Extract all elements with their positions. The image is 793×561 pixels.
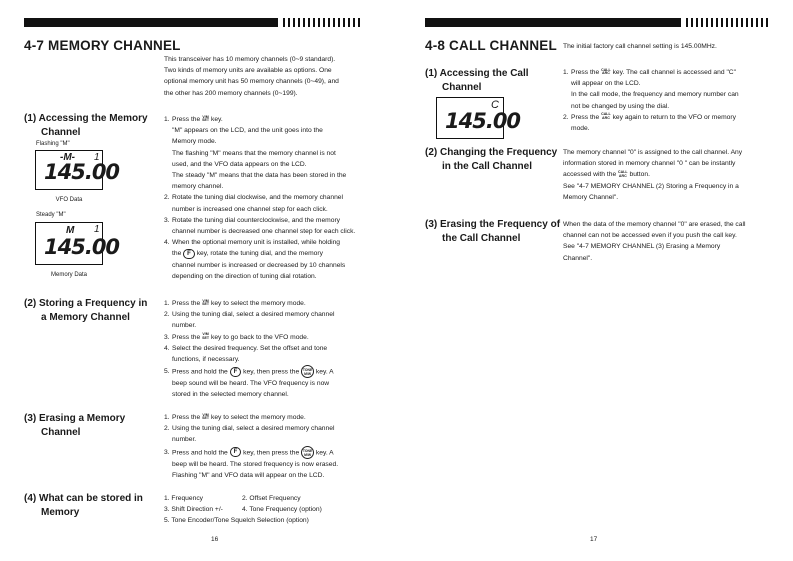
erasing-call-frequency-heading: (3) Erasing the Frequency of the Call Channel bbox=[425, 219, 561, 244]
what-stored-heading: (4) What can be stored in Memory bbox=[24, 493, 143, 518]
call-key-icon: CALL ARC bbox=[618, 170, 628, 178]
accessing-call-steps: 1.Press the CALL ARC key. The call channel is accessed and "C" will appear on the LCD. In the call mode, the frequency and memory number can not be changed by using the dial. 2.Press the CALL ARC key again to return to the VFO or memory mode. bbox=[563, 67, 739, 133]
left-header-bar bbox=[24, 18, 278, 27]
storing-frequency-steps: 1.Press the V/M SET key to select the memory mode. 2.Using the tuning dial, select a desired memory channel number. 3.Press the V/M SET key to go back to the VFO mode. 4.Select the desired frequency. Set the offset and tone functions, if necessary. 5.Press and hold the F key, then press the TONE M/W key. A beep sound will be heard. The VFO frequency is now stored in the selected memory channel. bbox=[164, 298, 335, 399]
vm-key-icon: V/M SET bbox=[202, 332, 210, 340]
call-key-icon: CALL ARC bbox=[601, 67, 611, 76]
what-stored-list: 1. Frequency 2. Offset Frequency 3. Shift Direction +/- 4. Tone Frequency (option) 5. Tone Encoder/Tone Squelch Selection (option) bbox=[164, 495, 322, 525]
lcd-m-flashing: -M- bbox=[60, 152, 75, 163]
lcd-channel-number: 1 bbox=[94, 152, 100, 163]
left-header-ticks bbox=[283, 18, 360, 27]
storing-frequency-heading: (2) Storing a Frequency in a Memory Channel bbox=[24, 298, 148, 323]
vm-key-icon: V/M SET bbox=[202, 114, 210, 123]
page-number-left: 16 bbox=[211, 536, 219, 543]
memory-intro: This transceiver has 10 memory channels (0~9 standard). Two kinds of memory units are available as options. One optional memory unit has 50 memory channels (0~49), and the other has 200 memory channels (0~199). bbox=[164, 56, 339, 97]
right-header-ticks bbox=[686, 18, 768, 27]
lcd-memory-caption: Memory Data bbox=[50, 272, 87, 278]
tone-mw-key-icon: TONE M/W bbox=[301, 365, 314, 378]
page-number-right: 17 bbox=[590, 536, 598, 543]
right-header-bar bbox=[425, 18, 681, 27]
accessing-memory-heading: (1) Accessing the Memory Channel bbox=[24, 113, 148, 138]
lcd-frequency: 145.00 bbox=[445, 109, 521, 133]
f-key-icon: F bbox=[183, 249, 195, 259]
lcd-call-channel bbox=[436, 97, 521, 139]
lcd-call-c: C bbox=[491, 99, 499, 111]
f-key-icon: F bbox=[230, 447, 242, 457]
vm-key-icon: V/M SET bbox=[202, 298, 210, 307]
erasing-memory-heading: (3) Erasing a Memory Channel bbox=[24, 413, 126, 438]
lcd-channel-number: 1 bbox=[94, 224, 100, 235]
tone-mw-key-icon: TONE M/W bbox=[301, 446, 314, 459]
changing-call-frequency-heading: (2) Changing the Frequency in the Call Channel bbox=[425, 147, 558, 172]
lcd-vfo-data bbox=[35, 150, 120, 190]
accessing-memory-steps: 1.Press the V/M SET key. "M" appears on the LCD, and the unit goes into the Memory mode. The flashing "M" means that the memory channel is not used, and the VFO data appears on the LCD. The steady "M" means that the data has been stored in the memory channel. 2.Rotate the tuning dial clockwise, and the memory channel number is increased one channel step for each click. 3.Rotate the tuning dial counterclockwise, and the memory channel number is decreased one channel step for each click. 4.When the optional memory unit is installed, while holding the F key, rotate the tuning dial, and the memory channel number is increased or decreased by 10 channels depending on the direction of tuning dial rotation. bbox=[164, 114, 356, 280]
erasing-call-frequency-text: When the data of the memory channel "0" are erased, the call channel can not be accessed even if you push the call key. See "4-7 MEMORY CHANNEL (3) Erasing a Memory Channel". bbox=[563, 221, 746, 262]
call-channel-intro: The initial factory call channel setting is 145.00MHz. bbox=[563, 43, 717, 50]
vm-key-icon: V/M SET bbox=[202, 412, 210, 421]
lcd-frequency: 145.00 bbox=[44, 235, 120, 259]
erasing-memory-steps: 1.Press the V/M SET key to select the memory mode. 2.Using the tuning dial, select a desired memory channel number. 3.Press and hold the F key, then press the TONE M/W key. A beep will be heard. The stored frequency is now erased. Flashing "M" and VFO data will appear on the LCD. bbox=[164, 412, 339, 479]
lcd-flashing-label: Flashing "M" bbox=[36, 141, 70, 147]
lcd-vfo-caption: VFO Data bbox=[55, 197, 83, 203]
call-key-icon: CALL ARC bbox=[601, 112, 611, 121]
lcd-steady-label: Steady "M" bbox=[36, 212, 66, 218]
changing-call-frequency-text: The memory channel "0" is assigned to the call channel. Any information stored in memory channel "0 " can be instantly accessed with the CALL ARC button. See "4-7 MEMORY CHANNEL (2) Storing a Frequency in a Memory Channel". bbox=[563, 149, 743, 201]
lcd-frequency: 145.00 bbox=[44, 160, 120, 184]
accessing-call-heading: (1) Accessing the Call Channel bbox=[425, 68, 529, 93]
f-key-icon: F bbox=[230, 367, 242, 377]
lcd-memory-data bbox=[35, 222, 120, 265]
memory-channel-title: 4-7 MEMORY CHANNEL bbox=[24, 38, 181, 53]
call-channel-title: 4-8 CALL CHANNEL bbox=[425, 38, 557, 53]
lcd-m-steady: M bbox=[66, 225, 75, 236]
